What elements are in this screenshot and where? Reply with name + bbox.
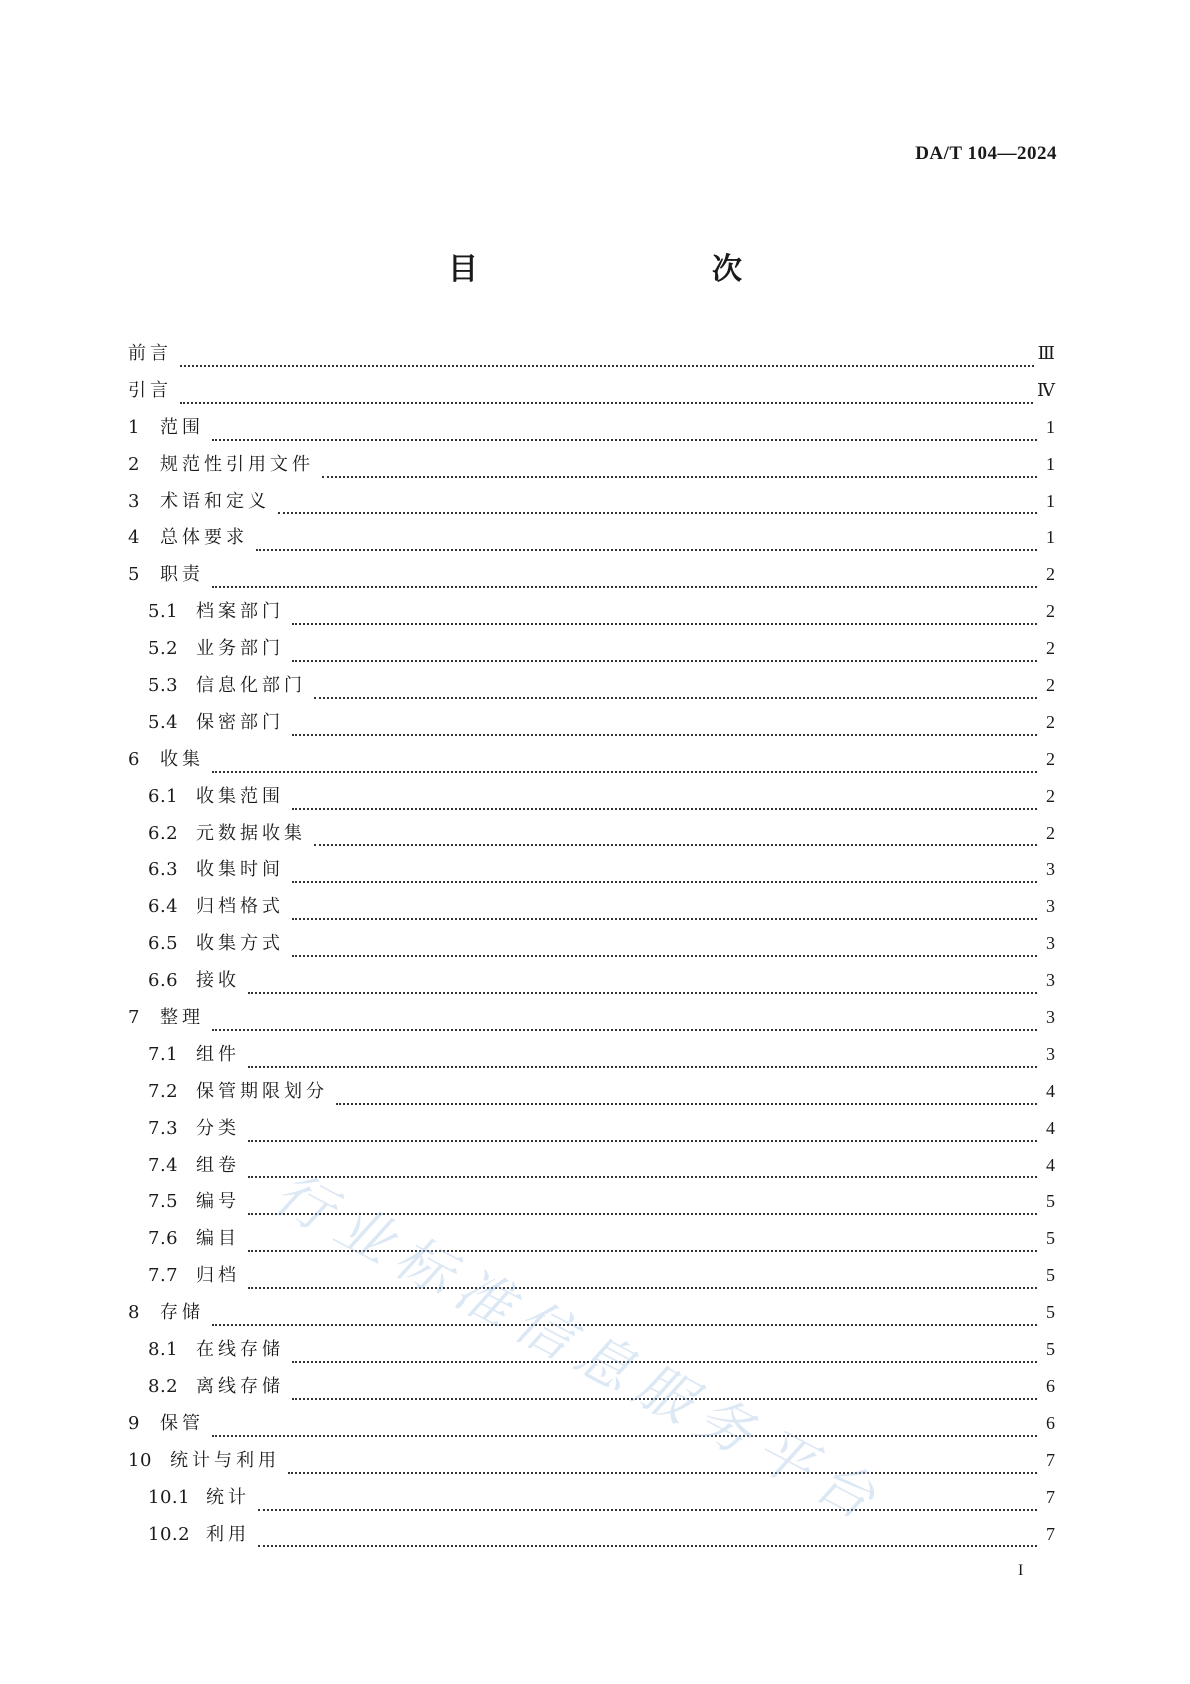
toc-entry[interactable]	[128, 1522, 1055, 1559]
toc-entry-number: 6.3	[148, 859, 179, 881]
toc-entry-page: 3	[1046, 1043, 1055, 1064]
toc-entry[interactable]	[128, 894, 1055, 931]
toc-entry[interactable]	[128, 1263, 1055, 1300]
toc-entry-number: 3	[128, 490, 140, 512]
toc-dot-leader	[212, 1324, 1037, 1326]
toc-entry-page: 3	[1046, 896, 1055, 917]
toc-entry-number: 6.5	[148, 933, 179, 955]
toc-entry[interactable]	[128, 489, 1055, 526]
toc-dot-leader	[248, 1250, 1037, 1252]
toc-entry-number: 5.1	[148, 601, 179, 623]
toc-entry[interactable]	[128, 525, 1055, 562]
toc-entry[interactable]	[128, 1079, 1055, 1116]
toc-entry-title: 保管	[160, 1412, 204, 1434]
toc-entry-title: 接收	[196, 970, 240, 992]
toc-entry-page: 2	[1046, 822, 1055, 843]
toc-dot-leader	[248, 1066, 1037, 1068]
toc-entry-page: 5	[1046, 1339, 1055, 1360]
toc-entry-title: 收集时间	[196, 859, 284, 881]
toc-dot-leader	[292, 623, 1037, 625]
toc-entry[interactable]	[128, 1337, 1055, 1374]
toc-entry-page: 4	[1046, 1080, 1055, 1101]
toc-entry-number: 10	[128, 1449, 152, 1471]
toc-entry-page: 4	[1046, 1117, 1055, 1138]
toc-dot-leader	[256, 549, 1037, 551]
toc-entry-page: 1	[1046, 527, 1055, 548]
toc-entry-page: 1	[1046, 416, 1055, 437]
toc-entry-number: 7.5	[148, 1191, 179, 1213]
toc-dot-leader	[212, 1435, 1037, 1437]
toc-entry-page: 6	[1046, 1375, 1055, 1396]
toc-entry-page: 5	[1046, 1228, 1055, 1249]
toc-entry-title: 在线存储	[196, 1339, 284, 1361]
toc-dot-leader	[322, 476, 1037, 478]
table-of-contents	[128, 341, 1055, 1558]
toc-entry-title: 信息化部门	[196, 675, 306, 697]
toc-entry[interactable]	[128, 931, 1055, 968]
toc-entry-number: 1	[128, 416, 140, 438]
toc-entry-number: 10.2	[148, 1523, 191, 1545]
standard-code: DA/T 104—2024	[915, 143, 1057, 164]
toc-entry-page: 3	[1046, 933, 1055, 954]
toc-entry-title: 收集范围	[196, 785, 284, 807]
toc-entry-title: 前言	[128, 343, 172, 364]
toc-entry-page: 3	[1046, 1007, 1055, 1028]
toc-entry-title: 业务部门	[196, 638, 284, 660]
toc-entry-title: 总体要求	[160, 527, 248, 549]
toc-entry[interactable]	[128, 821, 1055, 858]
toc-entry[interactable]	[128, 1485, 1055, 1522]
toc-entry[interactable]	[128, 1448, 1055, 1485]
toc-entry-page: 2	[1046, 711, 1055, 732]
toc-entry-page: 2	[1046, 564, 1055, 585]
toc-entry[interactable]	[128, 415, 1055, 452]
toc-entry[interactable]	[128, 1374, 1055, 1411]
toc-entry-page: 5	[1046, 1265, 1055, 1286]
toc-entry-number: 6.6	[148, 970, 179, 992]
toc-entry-number: 7.3	[148, 1117, 179, 1139]
toc-entry-title: 术语和定义	[160, 490, 270, 512]
toc-dot-leader	[292, 1361, 1037, 1363]
toc-dot-leader	[292, 734, 1037, 736]
toc-entry[interactable]	[128, 784, 1055, 821]
toc-entry-number: 10.1	[148, 1486, 191, 1508]
toc-entry[interactable]	[128, 1042, 1055, 1079]
page-number: I	[1018, 1562, 1024, 1579]
toc-entry[interactable]	[128, 747, 1055, 784]
toc-entry[interactable]	[128, 673, 1055, 710]
toc-entry-title: 存储	[160, 1302, 204, 1324]
toc-dot-leader	[180, 365, 1034, 367]
toc-entry-number: 8.1	[148, 1339, 179, 1361]
toc-entry-title: 整理	[160, 1007, 204, 1029]
toc-entry-number: 5.3	[148, 675, 179, 697]
toc-dot-leader	[248, 992, 1037, 994]
toc-dot-leader	[292, 660, 1037, 662]
toc-entry-title: 归档格式	[196, 896, 284, 918]
toc-entry[interactable]	[128, 1226, 1055, 1263]
toc-entry-page: 2	[1046, 748, 1055, 769]
toc-entry-number: 9	[128, 1412, 140, 1434]
toc-entry-page: 5	[1046, 1191, 1055, 1212]
toc-dot-leader	[248, 1176, 1037, 1178]
toc-entry[interactable]	[128, 1153, 1055, 1190]
toc-entry-number: 2	[128, 453, 140, 475]
toc-entry-number: 7.1	[148, 1043, 179, 1065]
toc-entry-number: 6.1	[148, 785, 179, 807]
toc-dot-leader	[314, 844, 1037, 846]
toc-entry-page: 5	[1046, 1302, 1055, 1323]
toc-entry-page: 2	[1046, 601, 1055, 622]
toc-entry[interactable]	[128, 1005, 1055, 1042]
toc-entry-title: 范围	[160, 416, 204, 438]
toc-dot-leader	[292, 1398, 1037, 1400]
toc-dot-leader	[292, 955, 1037, 957]
toc-entry[interactable]	[128, 562, 1055, 599]
toc-dot-leader	[248, 1213, 1037, 1215]
toc-entry-number: 6.4	[148, 896, 179, 918]
page-title: 目 次	[448, 252, 800, 287]
toc-dot-leader	[212, 586, 1037, 588]
toc-dot-leader	[292, 881, 1037, 883]
toc-entry-number: 7	[128, 1007, 140, 1029]
toc-entry-number: 5	[128, 564, 140, 586]
toc-entry-number: 7.7	[148, 1265, 179, 1287]
toc-entry-title: 编目	[196, 1228, 240, 1250]
toc-entry-page: 3	[1046, 970, 1055, 991]
toc-entry[interactable]	[128, 341, 1055, 378]
toc-entry-title: 保密部门	[196, 711, 284, 733]
toc-entry-title: 离线存储	[196, 1375, 284, 1397]
toc-entry-title: 编号	[196, 1191, 240, 1213]
toc-entry-page: 3	[1046, 859, 1055, 880]
toc-entry[interactable]	[128, 968, 1055, 1005]
toc-entry-title: 规范性引用文件	[160, 453, 314, 475]
toc-entry-title: 利用	[206, 1523, 250, 1545]
toc-entry-page: 4	[1046, 1154, 1055, 1175]
toc-entry-title: 元数据收集	[196, 822, 306, 844]
toc-entry-title: 职责	[160, 564, 204, 586]
toc-entry-number: 5.2	[148, 638, 179, 660]
toc-entry-title: 收集	[160, 748, 204, 770]
toc-entry-page: 2	[1046, 638, 1055, 659]
toc-dot-leader	[212, 771, 1037, 773]
toc-entry-number: 7.2	[148, 1080, 179, 1102]
toc-entry-page: 7	[1046, 1523, 1055, 1544]
toc-dot-leader	[212, 1029, 1037, 1031]
toc-entry-page: 2	[1046, 785, 1055, 806]
toc-entry-number: 5.4	[148, 711, 179, 733]
toc-dot-leader	[248, 1140, 1037, 1142]
toc-dot-leader	[278, 512, 1037, 514]
toc-entry-number: 8	[128, 1302, 140, 1324]
toc-dot-leader	[258, 1509, 1037, 1511]
toc-entry-number: 8.2	[148, 1375, 179, 1397]
toc-entry-title: 组件	[196, 1043, 240, 1065]
toc-entry[interactable]	[128, 636, 1055, 673]
toc-entry-title: 组卷	[196, 1154, 240, 1176]
toc-entry[interactable]	[128, 710, 1055, 747]
toc-entry-page: 1	[1046, 490, 1055, 511]
toc-entry-title: 档案部门	[196, 601, 284, 623]
toc-entry[interactable]	[128, 1189, 1055, 1226]
toc-entry-page: 6	[1046, 1412, 1055, 1433]
toc-entry-number: 7.6	[148, 1228, 179, 1250]
toc-entry-title: 归档	[196, 1265, 240, 1287]
toc-entry[interactable]	[128, 599, 1055, 636]
toc-entry-title: 收集方式	[196, 933, 284, 955]
toc-dot-leader	[248, 1287, 1037, 1289]
toc-entry[interactable]	[128, 1411, 1055, 1448]
toc-entry-title: 统计与利用	[170, 1449, 280, 1471]
toc-entry-number: 7.4	[148, 1154, 179, 1176]
toc-entry-number: 6.2	[148, 822, 179, 844]
toc-entry-page: 2	[1046, 675, 1055, 696]
toc-entry-title: 分类	[196, 1117, 240, 1139]
toc-entry-page: Ⅲ	[1037, 343, 1055, 363]
toc-entry[interactable]	[128, 378, 1055, 415]
toc-entry-page: 7	[1046, 1449, 1055, 1470]
toc-entry-title: 保管期限划分	[196, 1080, 328, 1102]
toc-entry-title: 引言	[128, 379, 172, 401]
toc-dot-leader	[292, 808, 1037, 810]
toc-dot-leader	[292, 918, 1037, 920]
toc-dot-leader	[212, 439, 1037, 441]
toc-entry[interactable]	[128, 452, 1055, 489]
toc-dot-leader	[336, 1103, 1037, 1105]
toc-entry[interactable]	[128, 1300, 1055, 1337]
watermark: 行业标准信息服务平台	[263, 1160, 895, 1538]
toc-entry-title: 统计	[206, 1486, 250, 1508]
toc-entry-number: 4	[128, 527, 140, 549]
toc-entry-page: Ⅳ	[1037, 379, 1055, 400]
toc-dot-leader	[258, 1545, 1037, 1547]
toc-entry-page: 7	[1046, 1486, 1055, 1507]
toc-entry-page: 1	[1046, 453, 1055, 474]
toc-dot-leader	[314, 697, 1037, 699]
toc-entry[interactable]	[128, 857, 1055, 894]
toc-entry[interactable]	[128, 1116, 1055, 1153]
toc-dot-leader	[288, 1472, 1037, 1474]
toc-dot-leader	[180, 402, 1033, 404]
toc-entry-number: 6	[128, 748, 140, 770]
